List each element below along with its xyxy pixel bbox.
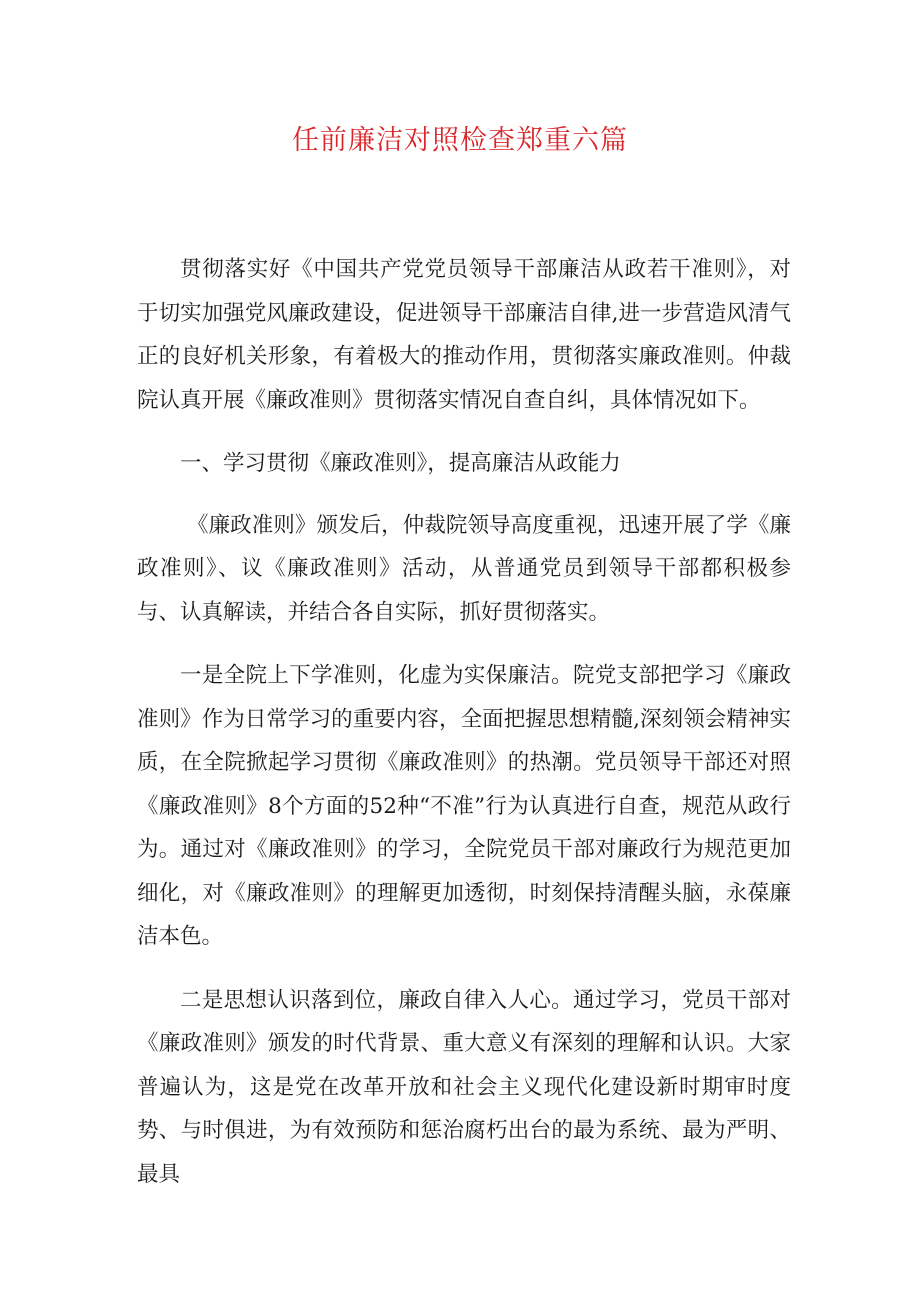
paragraph-point-2: 二是思想认识落到位，廉政自律入人心。通过学习，党员干部对《廉政准则》颁发的时代背景、重大意义有深刻的理解和认识。大家普遍认为，这是党在改革开放和社会主义现代化建设新时期审时度势、与时俱进，为有效预防和惩治腐朽出台的最为系统、最为严明、最具 [137, 987, 791, 1187]
paragraph-section-1: 《廉政准则》颁发后，仲裁院领导高度重视，迅速开展了学《廉政准则》、议《廉政准则》活动，从普通党员到领导干部都积极参与、认真解读，并结合各自实际，抓好贯彻落实。 [137, 512, 791, 625]
paragraph-intro: 贯彻落实好《中国共产党党员领导干部廉洁从政若干准则》，对于切实加强党风廉政建设，促进领导干部廉洁自律,进一步营造风清气正的良好机关形象，有着极大的推动作用，贯彻落实廉政准则。仲裁院认真开展《廉政准则》贯彻落实情况自查自纠，具体情况如下。 [137, 257, 791, 413]
paragraph-point-1: 一是全院上下学准则，化虚为实保廉洁。院党支部把学习《廉政准则》作为日常学习的重要内容，全面把握思想精髓,深刻领会精神实质，在全院掀起学习贯彻《廉政准则》的热潮。党员领导干部还对照《廉政准则》8个方面的52种“不准”行为认真进行自查，规范从政行为。通过对《廉政准则》的学习，全院党员干部对廉政行为规范更加细化，对《廉政准则》的理解更加透彻，时刻保持清醒头脑，永葆廉洁本色。 [137, 663, 791, 949]
document-title: 任前廉洁对照检查郑重六篇 [292, 125, 628, 156]
section-heading-1: 一、学习贯彻《廉政准则》，提高廉洁从政能力 [180, 451, 621, 476]
document-body [137, 248, 791, 1216]
